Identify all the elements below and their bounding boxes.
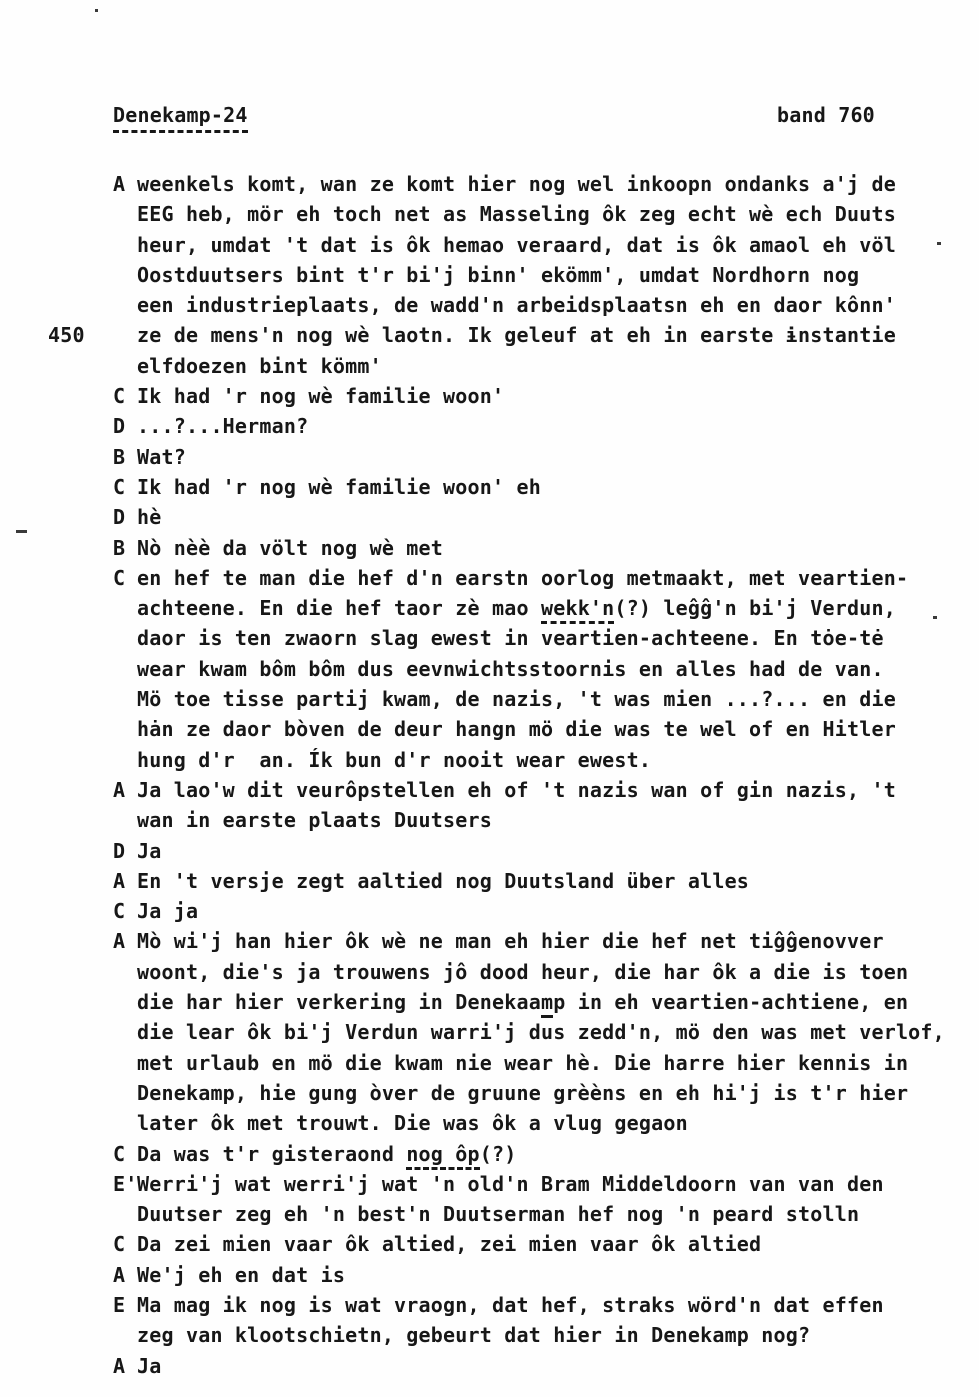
line-text: daor is ten zwaorn slag ewest in veartien-achteene. En tȯe-tė	[137, 626, 884, 651]
speaker-label	[113, 1108, 137, 1138]
underlined-word: m	[541, 990, 553, 1018]
line-text: EEG heb, mör eh toch net as Masseling ôk zeg echt wè ech Duuts	[137, 202, 896, 227]
transcript-line	[48, 230, 969, 260]
speaker-label	[113, 351, 137, 381]
margin-line-number	[48, 1139, 113, 1169]
speaker-label	[113, 714, 137, 744]
margin-line-number	[48, 593, 113, 623]
margin-line-number	[48, 563, 113, 593]
margin-line-number	[48, 654, 113, 684]
transcript-line	[48, 260, 969, 290]
speaker-label	[113, 199, 137, 229]
transcript-line	[48, 199, 969, 229]
line-text: Mö toe tisse partij kwam, de nazis, 't was mien ...?... en die	[137, 687, 896, 712]
line-text: Mò wi'j han hier ôk wè ne man eh hier die hef net tiĝĝenovver	[137, 929, 884, 954]
transcript-line	[48, 1108, 969, 1138]
margin-line-number	[48, 1229, 113, 1259]
margin-line-number	[48, 411, 113, 441]
line-text: Werri'j wat werri'j wat 'n old'n Bram Middeldoorn van van den	[137, 1171, 884, 1196]
speaker-label: A	[113, 172, 126, 196]
line-text: weenkels komt, wan ze komt hier nog wel inkoopn ondanks a'j de	[137, 172, 896, 196]
transcript-line	[48, 502, 969, 532]
transcript-line	[48, 320, 969, 350]
speaker-label: A	[113, 868, 126, 893]
transcript-line	[48, 472, 969, 502]
line-text: Nò nèè da völt nog wè met	[137, 535, 444, 560]
margin-line-number	[48, 169, 113, 199]
scan-artifact	[933, 616, 937, 619]
transcript-line	[48, 805, 969, 835]
scan-artifact	[937, 242, 941, 245]
line-text: Denekamp, hie gung òver de gruune grèèns en eh hi'j is t'r hier	[137, 1080, 909, 1105]
margin-line-number	[48, 714, 113, 744]
transcript-line	[48, 351, 969, 381]
speaker-label: C	[113, 565, 126, 590]
line-text: hung d'r an. Ík bun d'r nooit wear ewest.	[137, 747, 652, 772]
margin-line-number	[48, 896, 113, 926]
speaker-label	[113, 1199, 137, 1229]
line-text: achteene. En die hef taor zè mao wekk'n(?) leĝĝ'n bi'j Verdun,	[137, 593, 896, 623]
transcript-line	[48, 1290, 969, 1320]
margin-line-number	[48, 987, 113, 1017]
transcript-line	[48, 593, 969, 623]
line-text: en hef te man die hef d'n earstn oorlog metmaakt, met veartien-	[137, 565, 909, 590]
transcript-line	[48, 775, 969, 805]
margin-line-number	[48, 1048, 113, 1078]
margin-line-number	[48, 775, 113, 805]
speaker-label: C	[113, 474, 126, 499]
margin-line-number	[48, 199, 113, 229]
line-text: Wat?	[137, 444, 186, 469]
speaker-label: C	[113, 899, 126, 924]
transcript-line	[48, 533, 969, 563]
speaker-label	[113, 290, 137, 320]
margin-line-number	[48, 623, 113, 653]
line-text: Ma mag ik nog is wat vraogn, dat hef, straks wörd'n dat effen	[137, 1292, 884, 1317]
margin-line-number	[48, 1199, 113, 1229]
margin-line-number	[48, 1351, 113, 1381]
line-text: Ja	[137, 1353, 162, 1378]
transcript-line	[48, 1320, 969, 1350]
transcript-line	[48, 623, 969, 653]
speaker-label: E	[113, 1292, 126, 1317]
margin-line-number	[48, 805, 113, 835]
speaker-label: A	[113, 1353, 126, 1378]
line-text: die har hier verkering in Denekaamp in eh veartien-achtiene, en	[137, 987, 908, 1017]
margin-line-number	[48, 684, 113, 714]
speaker-label	[113, 745, 137, 775]
margin-line-number	[48, 957, 113, 987]
transcript-line	[48, 1199, 969, 1229]
margin-line-number	[48, 1108, 113, 1138]
line-text: zeg van klootschietn, gebeurt dat hier in Denekamp nog?	[137, 1323, 811, 1348]
margin-line-number	[48, 1169, 113, 1199]
line-text: Ja ja	[137, 899, 199, 924]
margin-line-number	[48, 836, 113, 866]
transcript-line	[48, 896, 969, 926]
margin-line-number	[48, 230, 113, 260]
line-text: wear kwam bôm bôm dus eevnwichtsstoornis en alles had de van.	[137, 656, 884, 681]
underlined-word: wekk'n	[541, 596, 614, 624]
margin-line-number	[48, 1320, 113, 1350]
transcript-line	[48, 1139, 969, 1169]
line-text: elfdoezen bint kömm'	[137, 353, 382, 378]
speaker-label	[113, 1048, 137, 1078]
transcript-line	[48, 381, 969, 411]
transcript-line	[48, 926, 969, 956]
speaker-label	[113, 957, 137, 987]
transcript-line	[48, 745, 969, 775]
margin-line-number	[48, 260, 113, 290]
speaker-label: C	[113, 1232, 126, 1257]
transcript	[48, 169, 969, 1381]
line-text: die lear ôk bi'j Verdun warri'j dus zedd'n, mö den was met verlof,	[137, 1020, 945, 1045]
line-text: ...?...Herman?	[137, 414, 309, 439]
speaker-label	[113, 684, 137, 714]
transcript-line	[48, 684, 969, 714]
line-text: hè	[137, 505, 162, 530]
speaker-label: D	[113, 505, 126, 530]
speaker-label: A	[113, 929, 126, 954]
margin-line-number	[48, 381, 113, 411]
transcript-line	[48, 563, 969, 593]
line-text: Oostduutsers bint t'r bi'j binn' ekömm', umdat Nordhorn nog	[137, 262, 860, 287]
line-text: Ik had 'r nog wè familie woon' eh	[137, 474, 541, 499]
speaker-label	[113, 593, 137, 623]
transcript-line	[48, 1260, 969, 1290]
line-text: wan in earste plaats Duutsers	[137, 808, 492, 833]
transcript-line	[48, 411, 969, 441]
transcript-line	[48, 1078, 969, 1108]
speaker-label	[113, 1078, 137, 1108]
speaker-label	[113, 1320, 137, 1350]
margin-line-number	[48, 502, 113, 532]
line-text: Da was t'r gisteraond nog ôp(?)	[137, 1139, 517, 1169]
speaker-label: C	[113, 384, 126, 409]
speaker-label: D	[113, 838, 126, 863]
line-text: Ja	[137, 838, 162, 863]
transcript-line	[48, 1017, 969, 1047]
margin-line-number	[48, 472, 113, 502]
margin-line-number: 450	[48, 323, 85, 348]
line-text: Da zei mien vaar ôk altied, zei mien vaar ôk altied	[137, 1232, 762, 1257]
margin-line-number	[48, 442, 113, 472]
speaker-label	[113, 320, 137, 350]
margin-line-number	[48, 533, 113, 563]
transcript-line	[48, 290, 969, 320]
margin-line-number	[48, 290, 113, 320]
speaker-label: B	[113, 444, 126, 469]
transcript-line	[48, 957, 969, 987]
line-text: later ôk met trouwt. Die was ôk a vlug gegaon	[137, 1111, 688, 1136]
speaker-label	[113, 654, 137, 684]
underlined-word: nog ôp	[406, 1142, 479, 1170]
scan-artifact	[95, 9, 98, 12]
transcript-line	[48, 169, 969, 199]
transcript-line	[48, 714, 969, 744]
transcript-line	[48, 442, 969, 472]
margin-line-number	[48, 1017, 113, 1047]
line-text: hȧn ze daor bòven de deur hangn mö die was te wel of en Hitler	[137, 717, 896, 742]
margin-line-number	[48, 1260, 113, 1290]
margin-line-number	[48, 926, 113, 956]
speaker-label	[113, 260, 137, 290]
speaker-label: D	[113, 414, 126, 439]
margin-line-number	[48, 351, 113, 381]
line-text: Ja lao'w dit veurôpstellen eh of 't nazis wan of gin nazis, 't	[137, 777, 896, 802]
line-text: heur, umdat 't dat is ôk hemao veraard, dat is ôk amaol eh völ	[137, 232, 896, 257]
transcript-line	[48, 1229, 969, 1259]
margin-line-number	[48, 1290, 113, 1320]
line-text: We'j eh en dat is	[137, 1262, 346, 1287]
speaker-label	[113, 623, 137, 653]
transcript-line	[48, 987, 969, 1017]
line-text: een industrieplaats, de wadd'n arbeidsplaatsn eh en daor kônn'	[137, 293, 896, 318]
transcript-line	[48, 836, 969, 866]
transcript-line	[48, 654, 969, 684]
margin-line-number	[48, 866, 113, 896]
speaker-label	[113, 230, 137, 260]
speaker-label	[113, 805, 137, 835]
line-text: woont, die's ja trouwens jô dood heur, die har ôk a die is toen	[137, 959, 909, 984]
line-text: met urlaub en mö die kwam nie wear hè. Die harre hier kennis in	[137, 1050, 909, 1075]
line-text: Duutser zeg eh 'n best'n Duutserman hef nog 'n peard stolln	[137, 1202, 860, 1227]
transcript-line	[48, 866, 969, 896]
line-text: ze de mens'n nog wè laotn. Ik geleuf at eh in earste ɨnstantie	[137, 323, 896, 348]
line-text: Ik had 'r nog wè familie woon'	[137, 384, 505, 409]
speaker-label: A	[113, 1262, 126, 1287]
band-number-label: band 760	[777, 103, 875, 127]
margin-line-number	[48, 1078, 113, 1108]
scan-artifact	[16, 530, 27, 533]
page-title: Denekamp-24	[113, 103, 248, 133]
transcript-line	[48, 1351, 969, 1381]
speaker-label: C	[113, 1141, 126, 1166]
speaker-label: E'	[113, 1171, 138, 1196]
line-text: En 't versje zegt aaltied nog Duutsland über alles	[137, 868, 750, 893]
transcript-line	[48, 1048, 969, 1078]
speaker-label	[113, 1017, 137, 1047]
speaker-label	[113, 987, 137, 1017]
margin-line-number	[48, 745, 113, 775]
speaker-label: A	[113, 777, 126, 802]
speaker-label: B	[113, 535, 126, 560]
transcript-line	[48, 1169, 969, 1199]
